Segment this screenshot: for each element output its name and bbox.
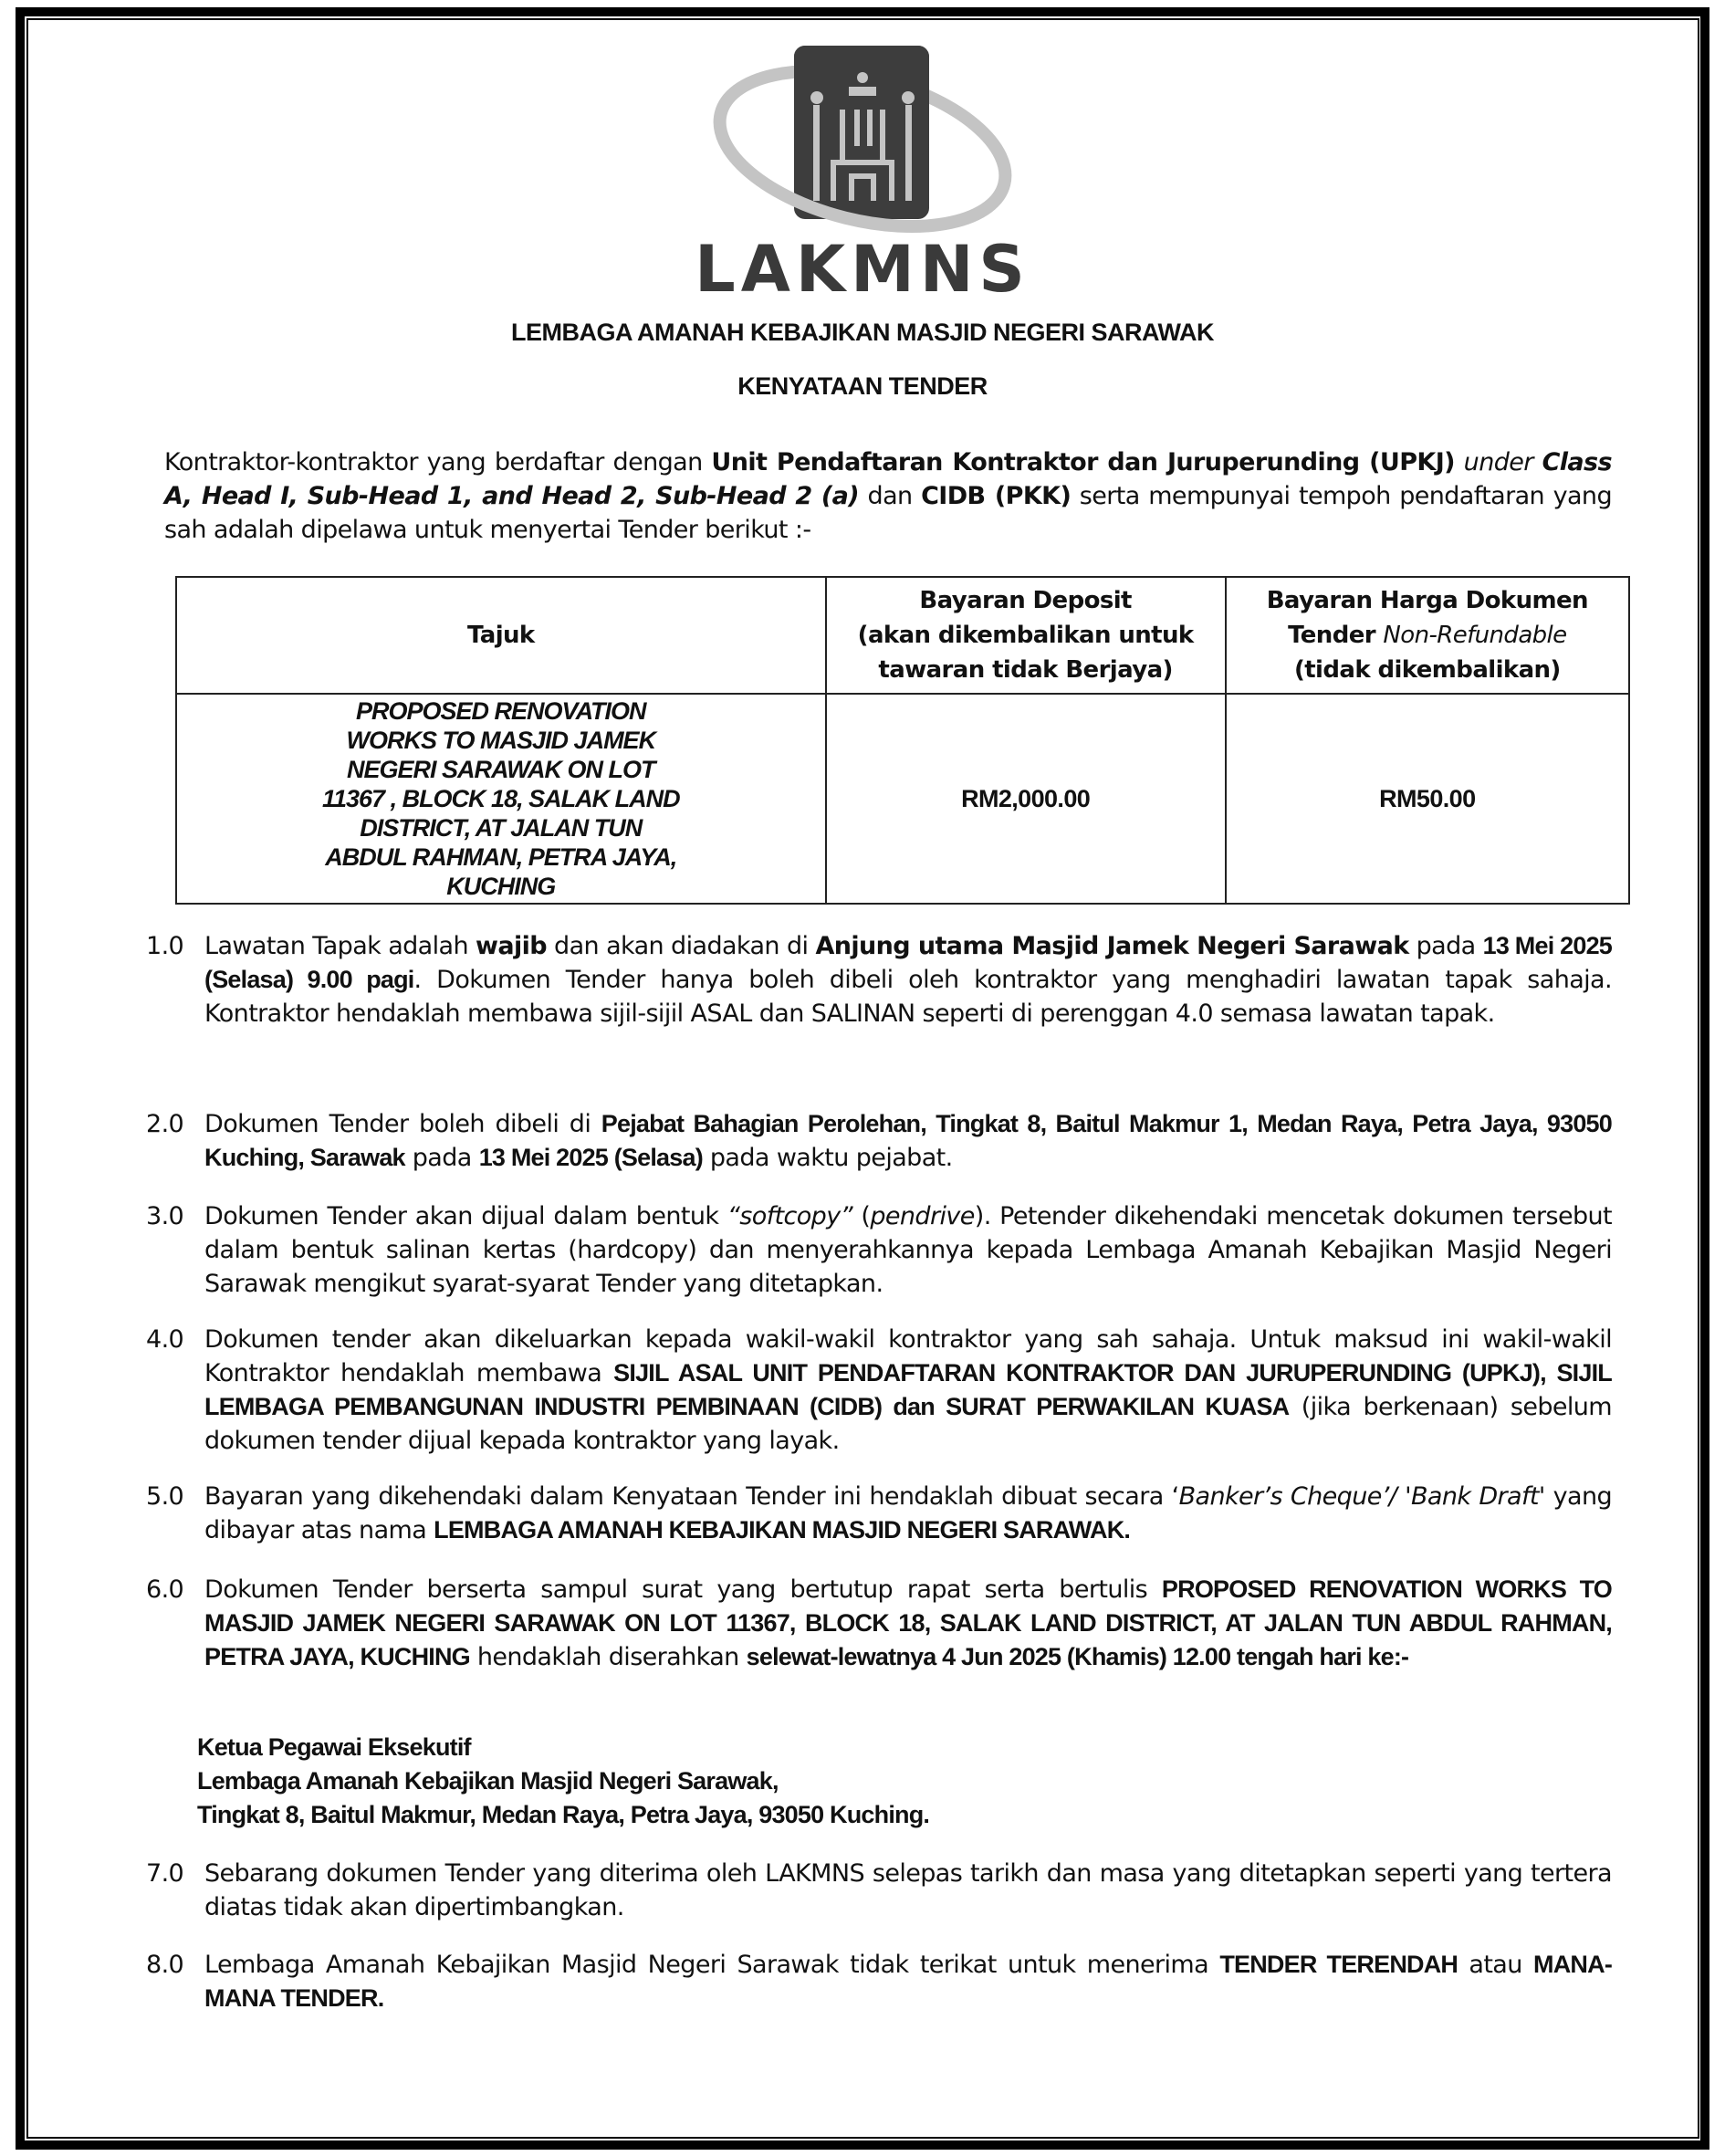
header-title: Tajuk [176,577,826,694]
mosque-emblem-icon [694,41,1031,237]
para-bold: TENDER TERENDAH [1219,1951,1458,1978]
intro-paragraph [164,445,1612,547]
para-text: Dokumen tender akan dikeluarkan kepada wakil-wakil kontraktor yang sah sahaja. Untuk maksud ini wakil-wakil Kontraktor hendaklah membawa [204,1325,1612,1387]
intro-text: serta mempunyai tempoh pendaftaran yang sah adalah dipelawa untuk menyertai Tender berikut :- [164,482,1612,544]
header-deposit-line: tawaran tidak Berjaya) [878,656,1173,684]
tender-title-line: DISTRICT, AT JALAN TUN [360,814,643,842]
tender-title-line: WORKS TO MASJID JAMEK [346,727,656,754]
paragraph-number: 5.0 [146,1482,184,1511]
site-visit-date: 13 Mei 2025 (Selasa) 9.00 pagi [204,932,1612,993]
payment-method: Banker’s Cheque’/ 'Bank Draft' [1178,1482,1545,1511]
para-text: Bayaran yang dikehendaki dalam Kenyataan Tender ini hendaklah dibuat secara ‘ [204,1482,1179,1511]
tender-title-line: ABDUL RAHMAN, PETRA JAYA, [325,843,677,871]
para-text: (jika berkenaan) sebelum dokumen tender dijual kepada kontraktor yang layak. [204,1393,1612,1455]
para-text: Sebarang dokumen Tender yang diterima oleh LAKMNS selepas tarikh dan masa yang ditetapkan seperti yang tertera diatas tidak akan dipertimbangkan. [204,1859,1612,1921]
header-fee-line [1236,618,1619,653]
paragraph-number: 1.0 [146,932,184,960]
intro-class: Class A, Head I, Sub-Head 1, and Head 2, Sub-Head 2 (a) [164,448,1612,510]
submission-deadline: selewat-lewatnya 4 Jun 2025 (Khamis) 12.00 tengah hari ke:- [746,1643,1409,1670]
document-title: KENYATAAN TENDER [737,372,988,400]
paragraph-number: 2.0 [146,1110,184,1138]
para-bold: MANA-MANA TENDER. [204,1951,1613,2012]
paragraph-number: 8.0 [146,1951,184,1979]
paragraph-4 [146,1323,1612,1458]
deposit-amount: RM2,000.00 [826,694,1226,904]
header-fee [1226,577,1629,694]
tender-title-line: KUCHING [446,873,556,900]
para-text: Lembaga Amanah Kebajikan Masjid Negeri Sarawak tidak terikat untuk menerima [204,1951,1220,1979]
header-fee-line: (tidak dikembalikan) [1293,656,1561,684]
intro-upkj: Unit Pendaftaran Kontraktor dan Juruperunding (UPKJ) [711,448,1455,476]
para-italic: “softcopy” [727,1202,852,1230]
header-fee-tender: Tender [1288,622,1384,649]
tender-title-line: 11367 , BLOCK 18, SALAK LAND [321,785,680,812]
lakmns-logo [694,41,1031,307]
intro-under: under [1454,448,1542,476]
header-fee-line: Bayaran Harga Dokumen [1266,587,1588,614]
paragraph-3 [146,1199,1612,1301]
paragraph-7 [146,1857,1612,1924]
header-deposit-line: (akan dikembalikan untuk [857,622,1194,649]
address-line: Ketua Pegawai Eksekutif [197,1733,471,1761]
paragraph-2 [146,1107,1612,1175]
tender-title-cell [176,694,826,904]
para-text: Dokumen Tender akan dijual dalam bentuk [204,1202,727,1230]
paragraph-6 [146,1573,1612,1674]
paragraph-number: 3.0 [146,1202,184,1230]
para-bold: Anjung utama Masjid Jamek Negeri Sarawak [815,932,1409,960]
para-text: ). Petender dikehendaki mencetak dokumen tersebut dalam bentuk salinan kertas (hardcopy) dan menyerahkannya kepada Lembaga Amanah Kebajikan Masjid Negeri Sarawak mengikut syarat-syarat Tender yang ditetapkan. [204,1202,1612,1298]
envelope-label: PROPOSED RENOVATION WORKS TO MASJID JAMEK NEGERI SARAWAK ON LOT 11367, BLOCK 18, SALAK LAND DISTRICT, AT JALAN TUN ABDUL RAHMAN, PETRA JAYA, KUCHING [204,1575,1612,1670]
para-text: dan akan diadakan di [547,932,816,960]
para-text: Lawatan Tapak adalah [204,932,476,960]
tender-title-line: PROPOSED RENOVATION [356,697,646,725]
purchase-date: 13 Mei 2025 (Selasa) [478,1144,703,1171]
table-row [176,694,1629,904]
table-header-row [176,577,1629,694]
intro-text: Kontraktor-kontraktor yang berdaftar dengan [164,448,712,476]
paragraph-5 [146,1480,1612,1547]
intro-text: dan [858,482,922,510]
para-text: ( [852,1202,871,1230]
submission-address [197,1731,929,1832]
para-text: pada waktu pejabat. [702,1144,953,1172]
payee-name: LEMBAGA AMANAH KEBAJIKAN MASJID NEGERI SARAWAK. [434,1516,1131,1544]
para-text: atau [1458,1951,1534,1979]
address-line: Tingkat 8, Baitul Makmur, Medan Raya, Petra Jaya, 93050 Kuching. [197,1801,930,1828]
para-text: pada [404,1144,479,1172]
tender-table [175,576,1630,905]
tender-title-line: NEGERI SARAWAK ON LOT [347,756,655,783]
paragraph-number: 6.0 [146,1575,184,1604]
header-fee-nonrefundable: Non-Refundable [1383,622,1567,649]
para-text: Dokumen Tender berserta sampul surat yang bertutup rapat serta bertulis [204,1575,1162,1604]
para-text: Dokumen Tender boleh dibeli di [204,1110,601,1138]
header-deposit-line: Bayaran Deposit [919,587,1132,614]
para-text: pada [1408,932,1483,960]
organization-title: LEMBAGA AMANAH KEBAJIKAN MASJID NEGERI SARAWAK [510,319,1215,346]
address-line: Lembaga Amanah Kebajikan Masjid Negeri Sarawak, [197,1767,779,1795]
paragraph-1 [146,929,1612,1031]
para-bold: wajib [476,932,548,960]
para-italic: pendrive [870,1202,975,1230]
purchase-location: Pejabat Bahagian Perolehan, Tingkat 8, Baitul Makmur 1, Medan Raya, Petra Jaya, 93050 Kuching, Sarawak [204,1110,1612,1171]
required-certificates: SIJIL ASAL UNIT PENDAFTARAN KONTRAKTOR DAN JURUPERUNDING (UPKJ), SIJIL LEMBAGA PEMBANGUNAN INDUSTRI PEMBINAAN (CIDB) dan SURAT PERWAKILAN KUASA [204,1359,1612,1420]
paragraph-8 [146,1948,1612,2015]
intro-cidb: CIDB (PKK) [921,482,1072,510]
paragraph-number: 4.0 [146,1325,184,1354]
para-text: yang dibayar atas nama [204,1482,1613,1544]
header-deposit [826,577,1226,694]
paragraph-number: 7.0 [146,1859,184,1888]
para-text: . Dokumen Tender hanya boleh dibeli oleh kontraktor yang menghadiri lawatan tapak sahaja. Kontraktor hendaklah membawa sijil-sijil ASAL dan SALINAN seperti di perenggan 4.0 semasa lawatan tapak. [204,966,1612,1028]
para-text: hendaklah diserahkan [469,1643,747,1671]
logo-wordmark: LAKMNS [695,232,1030,307]
document-fee-amount: RM50.00 [1226,694,1629,904]
